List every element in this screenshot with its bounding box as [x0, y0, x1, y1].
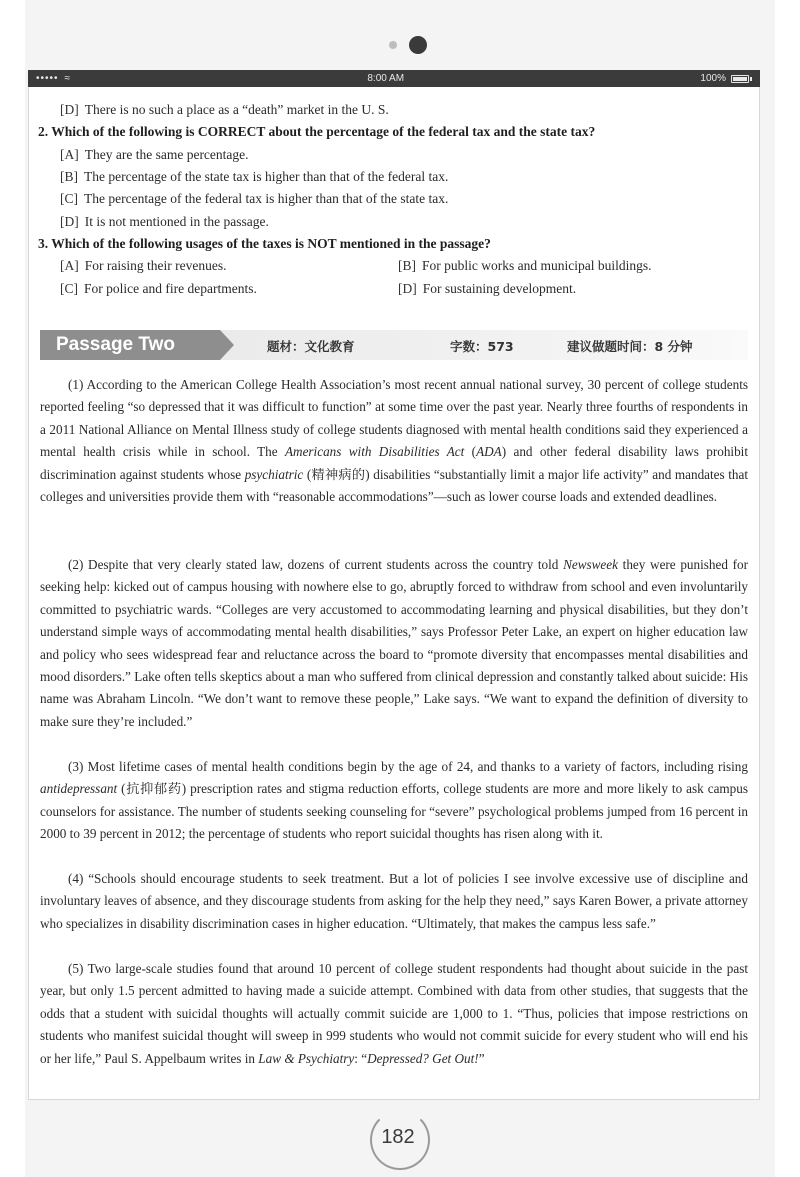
option-letter: [B]	[60, 169, 78, 184]
option-text: For sustaining development.	[422, 281, 577, 296]
battery-tip-icon	[750, 77, 752, 81]
option-text: The percentage of the federal tax is higher than that of the state tax.	[84, 191, 449, 206]
status-time: 8:00 AM	[367, 73, 405, 84]
q3-option-c[interactable]	[60, 280, 257, 298]
question-2: 2. Which of the following is CORRECT about the percentage of the federal tax and the state tax?	[38, 124, 596, 139]
option-text: It is not mentioned in the passage.	[84, 214, 269, 229]
option-text: They are the same percentage.	[84, 147, 249, 162]
passage-topic: 题材：文化教育	[267, 339, 355, 354]
option-text: The percentage of the state tax is higher than that of the federal tax.	[84, 169, 449, 184]
paragraph-5: (5) Two large-scale studies found that around 10 percent of college student respondents had thought about suicide in the past year, but only 1.5 percent admitted to having made a suicide attempt. Combined with data from other studies, that suggests that the odds that a student with suicidal thoughts will actually commit suicide are 1,000 to 1. “Thus, policies that impose restrictions on students who manifest suicidal thought will sweep in 999 students who would not commit suicide for every student who will end his or her life,” Paul S. Appelbaum writes in Law & Psychiatry: “Depressed? Get Out!”	[40, 961, 748, 1066]
q2-option-a[interactable]	[60, 146, 249, 164]
page-number-badge	[368, 1110, 432, 1174]
passage-suggested-time: 建议做题时间：8 分钟	[567, 339, 693, 354]
passage-banner	[40, 330, 748, 360]
option-letter: [C]	[60, 281, 78, 296]
option-text: For police and fire departments.	[84, 281, 257, 296]
paragraph-3: (3) Most lifetime cases of mental health conditions begin by the age of 24, and thanks to a variety of factors, including rising antidepressant (抗抑郁药) prescription rates and stigma reduction efforts, college students are more and more likely to ask campus counselors for assistance. The number of students seeking counseling for “severe” psychological problems jumped from 16 percent in 2000 to 39 percent in 2012; the percentage of students who report suicidal thoughts has risen along with it.	[40, 759, 748, 842]
paragraph-2: (2) Despite that very clearly stated law, dozens of current students across the country told Newsweek they were punished for seeking help: kicked out of campus housing with nowhere else to go, abruptly forced to withdraw from school and even involuntarily committed to psychiatric wards. “Colleges are very accustomed to accommodating learning and physical disabilities, but they don’t understand simple ways of accommodating mental health disabilities,” says Professor Peter Lake, an expert on higher education law and policy who sees widespread fear and reluctance across the board to “promote diversity that encompasses mental disabilities and mood disorders.” Lake often tells skeptics about a man who suffered from clinical depression and constantly talked about suicide: His name was Abraham Lincoln. “We don’t want to remove these people,” Lake says. “We want to expand the definition of diversity to make sure they’re included.”	[40, 557, 748, 729]
front-sensor-icon	[389, 41, 397, 49]
option-letter: [A]	[60, 147, 79, 162]
option-text: For public works and municipal buildings.	[422, 258, 652, 273]
paragraph-4: (4) “Schools should encourage students to seek treatment. But a lot of policies I see involve excessive use of discipline and involuntary leaves of absence, and they discourage students from asking for the help they need,” says Karen Bower, a private attorney who specializes in disability discrimination cases in higher education. “Ultimately, that makes the campus less safe.”	[40, 871, 748, 931]
passage-word-count: 字数：573	[450, 339, 514, 354]
option-letter: [D]	[60, 214, 79, 229]
q2-option-c[interactable]	[60, 190, 448, 208]
option-letter: [D]	[60, 102, 79, 117]
battery-icon	[731, 75, 749, 83]
signal-icon: •••••	[36, 73, 59, 84]
wifi-icon: ≈	[64, 73, 72, 84]
passage-title: Passage Two	[40, 330, 220, 360]
q2-option-b[interactable]	[60, 168, 448, 186]
q1-option-d[interactable]	[60, 101, 389, 119]
option-text: For raising their revenues.	[84, 258, 227, 273]
passage-arrow-icon	[220, 330, 234, 360]
q3-option-a[interactable]	[60, 257, 226, 275]
front-camera-icon	[409, 36, 427, 54]
q3-option-b[interactable]	[398, 257, 651, 275]
option-letter: [A]	[60, 258, 79, 273]
q2-option-d[interactable]	[60, 213, 269, 231]
option-letter: [D]	[398, 281, 417, 296]
option-letter: [C]	[60, 191, 78, 206]
option-text: There is no such a place as a “death” market in the U. S.	[84, 102, 389, 117]
battery-percent: 100%	[700, 73, 726, 84]
status-bar	[28, 70, 760, 87]
page-number: 182	[381, 1126, 415, 1148]
option-letter: [B]	[398, 258, 416, 273]
question-3: 3. Which of the following usages of the taxes is NOT mentioned in the passage?	[38, 236, 491, 251]
paragraph-1: (1) According to the American College Health Association’s most recent annual national survey, 30 percent of college students reported feeling “so depressed that it was difficult to function” at some time over the past year. Nearly three fourths of respondents in a 2011 National Alliance on Mental Illness study of college students diagnosed with mental health conditions said they experienced a mental health crisis while in school. The Americans with Disabilities Act (ADA) and other federal disability laws prohibit discrimination against students whose psychiatric (精神病的) disabilities “substantially limit a major life activity” and mandates that colleges and universities provide them with “reasonable accommodations”—such as lower course loads and extended deadlines.	[40, 377, 748, 505]
q3-option-d[interactable]	[398, 280, 576, 298]
